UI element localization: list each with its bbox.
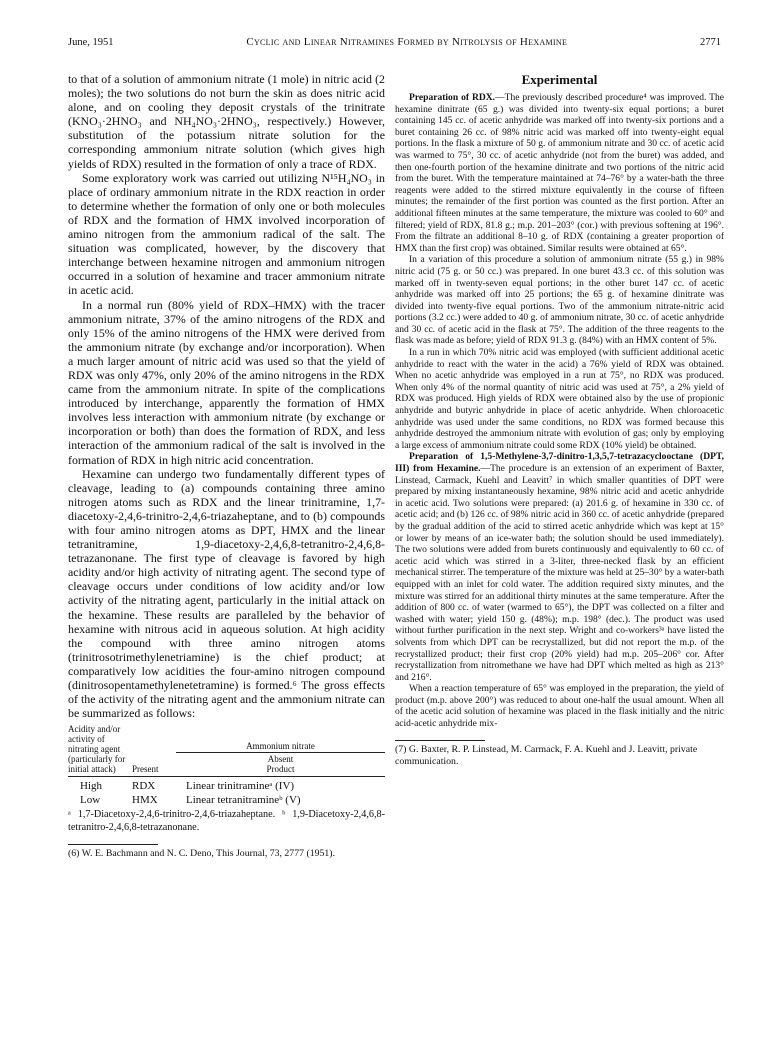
paragraph: In a normal run (80% yield of RDX–HMX) with the tracer ammonium nitrate, 37% of the amino nitrogens of the RDX and only 15% of the amino nitrogens of the HMX were derived from the ammonium nitrate (by exchange and/or incorporation). When a much larger amount of nitric acid was used so that the yield of RDX was only 47%, only 20% of the amino nitrogens in the RDX came from the ammonium nitrate. In spite of the complications introduced by interchange, apparently the formation of HMX involves less interaction with ammonium nitrate (by exchange or incorporation or both) than does the formation of RDX, and less interaction of the ammonium radical of the salt is involved in the formation of RDX in high nitric acid concentration. xyxy=(68,297,385,467)
table-cell-absent: Linear trinitramineᵃ (IV) xyxy=(186,780,295,793)
table-col-header-present: Present xyxy=(132,764,159,775)
footnote-divider xyxy=(395,740,485,741)
table-cell-level: High xyxy=(80,780,102,793)
table-header xyxy=(68,724,385,774)
table-cell-present: RDX xyxy=(132,780,156,793)
left-column xyxy=(68,72,385,1034)
paragraph xyxy=(395,92,724,254)
page-number: 2771 xyxy=(700,37,721,48)
paragraph: When a reaction temperature of 65° was employed in the preparation, the yield of product (m.p. above 200°) was reduced to about one-half the usual amount. When all of the acetic acid solution of hexamine was placed in the flask initially and the nitric acid-acetic anhydride mix- xyxy=(395,683,724,730)
paragraph: In a run in which 70% nitric acid was employed (with sufficient additional acetic anhydride to react with the water in the acid) a 76% yield of RDX was obtained. When no acetic anhydride was employed in a run at 75°, no RDX was produced. When only 4% of the normal quantity of nitric acid was used at 75°, a 2% yield of RDX was produced. High yields of RDX were obtained also by the use of propionic anhydride and butyric anhydride in place of acetic anhydride. When chloroacetic anhydride was used under the same conditions, no RDX was formed because this anhydride destroyed the ammonium nitrate with evolution of gas; only by employing a large excess of ammonium nitrate could some RDX (10% yield) be obtained. xyxy=(395,347,724,451)
paragraph-body: —The procedure is an extension of an experiment of Baxter, Linstead, Carmack, Kuehl and Leavitt⁷ in which smaller quantities of DPT were prepared by mixing instantaneously hexamine, 98% nitric acid and acetic anhydride in acetic acid. Two solutions were prepared: (a) 201.6 g. of hexamine in 330 cc. of acetic acid; and (b) 126 cc. of 98% nitric acid in 360 cc. of acetic anhydride (prepared by the gradual addition of the acid to stirred acetic anhydride which was kept at 15° or lower by means of an ice-water bath; the solution should be used immediately). The two solutions were added from burets continuously and equivalently to 60 cc. of acetic acid which was stirred in a 3-liter, three-necked flask by an efficient mechanical stirrer. The temperature of the mixture was held at 25–30° by a water-bath equipped with an inlet for cold water. The addition required sixty minutes, and the mixture was stirred for an additional thirty minutes at the same temperature. After the addition of 800 cc. of water (warmed to 65°), the DPT was collected on a filter and washed with water; yield 150 g. (48%); m.p. 198° (dec.). The product was used without further purification in the next step. Wright and co-workers³ᵃ have listed the solvents from which DPT can be recrystallized, but did not report the m.p. of the recrystallized product; their first crop (20% yield) had m.p. 205–206° cor. After recrystallization from nitromethane we have had DPT which melted as high as 213° and 216°. xyxy=(395,463,724,683)
paragraph-body: —The previously described procedure⁴ was improved. The hexamine dinitrate (65 g.) was divided into twenty-six equal portions; a buret containing 145 cc. of acetic anhydride was marked off into twenty-six portions and a buret containing 26 cc. of 98% nitric acid was marked off into twenty-eight equal portions. In the flask a mixture of 50 g. of ammonium nitrate and 30 cc. of acetic acid was warmed to 75°, 30 cc. of acetic anhydride (not from the buret) was added, and then one-fourth portion of the hexamine dinitrate and two portions of the nitric acid from the buret. With the temperature maintained at 74–76° by a water-bath the three reagents were added to the stirred mixture equivalently in the course of fifteen minutes; the remainder of the first portion was counted as the first portion. After an additional fifteen minutes at the same temperature, the mixture was cooled to 60° and filtered; yield of RDX, 81.8 g.; m.p. 201–203° (cor.) with previous softening at 196°. From the filtrate an additional 8–10 g. of RDX (containing a greater proportion of HMX than the first crop) was obtained. Similar results were obtained at 65°. xyxy=(395,92,724,254)
table-row xyxy=(68,793,385,807)
paragraph: Hexamine can undergo two fundamentally different types of cleavage, leading to (a) compounds containing three amino nitrogen atoms such as RDX and the linear trinitramine, 1,7-diacetoxy-2,4,6-trinitro-2,4,6-triazaheptane, and to (b) compounds with four amino nitrogen atoms as DPT, HMX and the linear tetranitramine, 1,9-diacetoxy-2,4,6,8-tetranitro-2,4,6,8-tetrazanonane. The first type of cleavage is favored by high acidity and/or high activity of nitrating agent. The second type of cleavage occurs under conditions of low acidity and/or low activity of the nitrating agent, particularly in the initial attack on the hexamine. These results are paralleled by the behavior of hexamine with nitrous acid in aqueous solution. At high acidity the compound with three amino nitrogen atoms (trinitrosotrimethylenetriamine) is the chief product; at comparatively low acidities the four-amino nitrogen compound (dinitrosopentamethylenetetramine) is formed.⁶ The gross effects of the activity of the nitrating agent and the ammonium nitrate can be summarized as follows: xyxy=(68,466,385,721)
section-title: Experimental xyxy=(521,72,598,87)
table-group-header xyxy=(176,741,385,774)
reference-7: (7) G. Baxter, R. P. Linstead, M. Carmack, F. A. Kuehl and J. Leavitt, private communication. xyxy=(395,743,698,767)
table-cell-level: Low xyxy=(80,794,101,807)
table-cell-present: HMX xyxy=(132,794,158,807)
paragraph: In a variation of this procedure a solution of ammonium nitrate (55 g.) in 98% nitric acid (75 g. or 50 cc.) was prepared. In one buret 43.3 cc. of this solution was marked off in twenty-seven equal portions; in the other buret 147 cc. of acetic anhydride was marked off into 25 portions; the 65 g. of hexamine dinitrate was divided into twenty-five equal portions. Two of the ammonium nitrate-nitric acid portions (3.2 cc.) were added to 40 g. of ammonium nitrate, 30 cc. of acetic anhydride and 30 cc. of acetic acid in the flask at 75°. The addition of the three reagents to the flask was made as before; yield of RDX 91.3 g. (84%) with an HMX content of 5%. xyxy=(395,254,724,347)
table-rule xyxy=(68,776,385,777)
paragraph: Some exploratory work was carried out utilizing N¹⁵H₄NO₃ in place of ordinary ammonium nitrate in the RDX reaction in order to determine whether the formation of only one or both molecules of RDX and the formation of HMX involved incorporation of amino nitrogen from the ammonium radical of the salt. The situation was complicated, however, by the discovery that interchange between hexamine nitrogen and ammonium nitrogen occurred in a solution of hexamine and tracer ammonium nitrate in acetic acid. xyxy=(68,170,385,298)
paragraph-lead: Preparation of 1,5-Methylene-3,7-dinitro-1,3,5,7-tetrazacyclooctane (DPT, III) from Hexamine. xyxy=(395,451,724,474)
right-column xyxy=(395,72,724,1034)
footnote-divider xyxy=(68,844,158,845)
table-group-label: Ammonium nitrate xyxy=(176,741,385,753)
paragraph: to that of a solution of ammonium nitrate (1 mole) in nitric acid (2 moles); the two solutions do not burn the skin as does nitric acid alone, and on cooling they deposit crystals of the trinitrate (KNO₃·2HNO₃ and NH₄NO₃·2HNO₃, respectively.) However, substitution of the potassium nitrate solution for the corresponding ammonium nitrate solution (which gives high yields of RDX) resulted in the formation of only a trace of RDX. xyxy=(68,72,385,171)
table-col-header-absent: Absent xyxy=(267,754,294,765)
table-cell-absent: Linear tetranitramineᵇ (V) xyxy=(186,794,301,807)
summary-table xyxy=(68,724,385,834)
paragraph xyxy=(395,451,724,683)
paragraph-lead: Preparation of RDX. xyxy=(409,92,496,103)
header-date: June, 1951 xyxy=(68,37,114,48)
header-title: Cyclic and Linear Nitramines Formed by Nitrolysis of Hexamine xyxy=(246,36,568,48)
table-col-header-acidity: Acidity and/or activity of nitrating agent (particularly for initial attack) xyxy=(68,724,126,775)
table-footnote: ᵃ 1,7-Diacetoxy-2,4,6-trinitro-2,4,6-triazaheptane. ᵇ 1,9-Diacetoxy-2,4,6,8-tetranitro-2,4,6,8-tetrazanonane. xyxy=(68,809,385,833)
running-header xyxy=(68,36,721,54)
table-col-header-product: Product xyxy=(266,764,295,775)
table-row xyxy=(68,779,385,793)
reference-6: (6) W. E. Bachmann and N. C. Deno, This Journal, 73, 2777 (1951). xyxy=(68,847,336,859)
